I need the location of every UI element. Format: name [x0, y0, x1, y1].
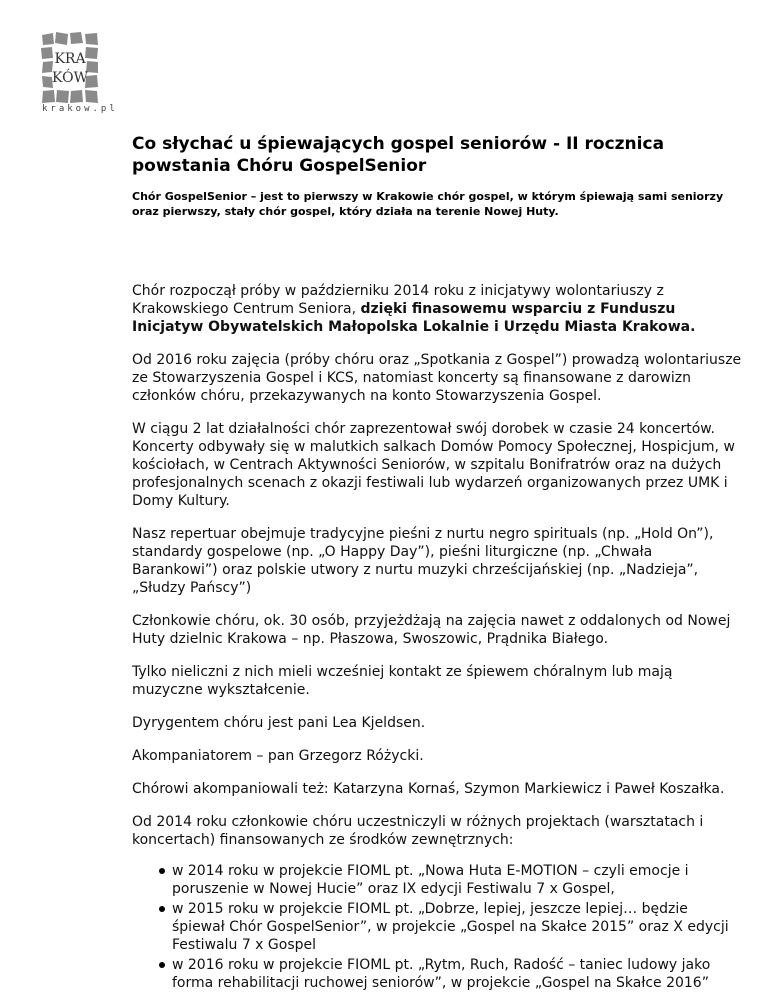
paragraph-bold-text: dzięki finasowemu wsparciu z Funduszu Inicjatyw Obywatelskich Małopolska Lokalnie i Urzędu Miasta Krakowa. [132, 301, 696, 335]
list-item: w 2016 roku w projekcie FIOML pt. „Rytm, Ruch, Radość – taniec ludowy jako forma rehabilitacji ruchowej seniorów”, w projekcie „Gospel na Skałce 2016” [172, 956, 742, 992]
article-body [132, 282, 742, 992]
paragraph: Akompaniatorem – pan Grzegorz Różycki. [132, 748, 424, 764]
paragraph: Tylko nieliczni z nich mieli wcześniej kontakt ze śpiewem chóralnym lub mają muzyczne wykształcenie. [132, 664, 673, 698]
paragraph: Od 2014 roku członkowie chóru uczestniczyli w różnych projektach (warsztatach i koncertach) finansowanych ze środków zewnętrznych: [132, 814, 704, 848]
paragraph-text: Chór rozpoczął próby w październiku 2014 roku z inicjatywy wolontariuszy z Krakowskiego Centrum Seniora, [132, 283, 664, 317]
paragraph [132, 282, 742, 336]
paragraph: Nasz repertuar obejmuje tradycyjne pieśni z nurtu negro spirituals (np. „Hold On”), standardy gospelowe (np. „O Happy Day”), pieśni liturgiczne (np. „Chwała Barankowi”) oraz polskie utwory z nurtu muzyki chrześcijańskiej (np. „Nadzieja”, „Słudzy Pańscy”) [132, 526, 714, 596]
krakow-logo-mark [40, 30, 100, 105]
list-item: w 2014 roku w projekcie FIOML pt. „Nowa Huta E-MOTION – czyli emocje i poruszenie w Nowej Hucie” oraz IX edycji Festiwalu 7 x Gospel, [172, 862, 742, 898]
logo-url: krakow.pl [42, 104, 118, 114]
article-title: Co słychać u śpiewających gospel seniorów - II rocznica powstania Chóru GospelSenior [132, 134, 665, 176]
paragraph: Dyrygentem chóru jest pani Lea Kjeldsen. [132, 715, 426, 731]
list-item: w 2015 roku w projekcie FIOML pt. „Dobrze, lepiej, jeszcze lepiej… będzie śpiewał Chór GospelSenior”, w projekcie „Gospel na Skałce 2015” oraz X edycji Festiwalu 7 x Gospel [172, 900, 742, 954]
logo-word-line2: KÓW [52, 70, 88, 86]
paragraph: W ciągu 2 lat działalności chór zaprezentował swój dorobek w czasie 24 koncertów. Koncerty odbywały się w malutkich salkach Domów Pomocy Społecznej, Hospicjum, w kościołach, w Centrach Aktywności Seniorów, w szpitalu Bonifratrów oraz na dużych profesjonalnych scenach z okazji festiwali lub wydarzeń organizowanych przez UMK i Domy Kultury. [132, 421, 735, 509]
logo-word-line1: KRA [54, 51, 86, 67]
projects-list [132, 862, 742, 992]
paragraph: Chórowi akompaniowali też: Katarzyna Kornaś, Szymon Markiewicz i Paweł Koszałka. [132, 781, 725, 797]
article-lead: Chór GospelSenior – jest to pierwszy w Krakowie chór gospel, w którym śpiewają sami seniorzy oraz pierwszy, stały chór gospel, który działa na terenie Nowej Huty. [132, 190, 724, 218]
article [132, 133, 742, 994]
paragraph: Od 2016 roku zajęcia (próby chóru oraz „Spotkania z Gospel”) prowadzą wolontariusze ze Stowarzyszenia Gospel i KCS, natomiast koncerty są finansowane z darowizn członków chóru, przekazywanych na konto Stowarzyszenia Gospel. [132, 352, 742, 404]
paragraph: Członkowie chóru, ok. 30 osób, przyjeżdżają na zajęcia nawet z oddalonych od Nowej Huty dzielnic Krakowa – np. Płaszowa, Swoszowic, Prądnika Białego. [132, 613, 731, 647]
